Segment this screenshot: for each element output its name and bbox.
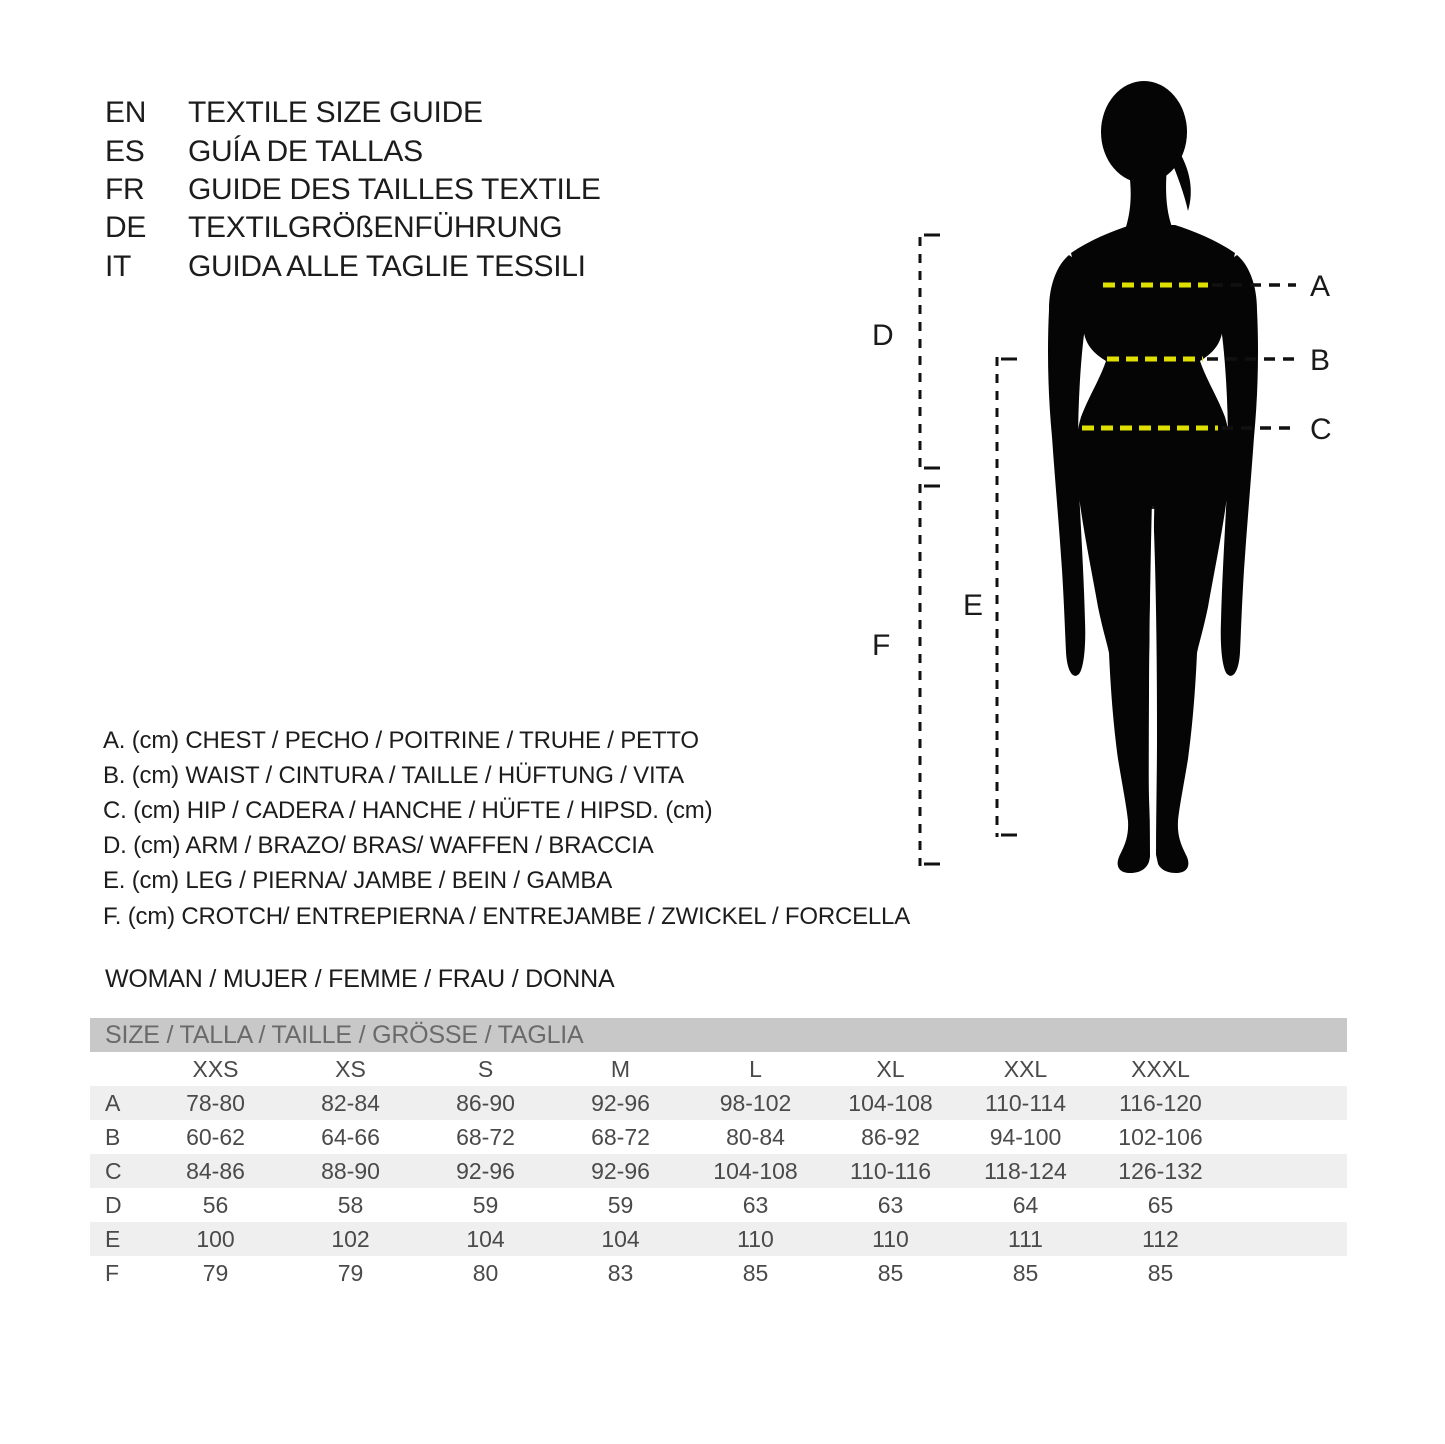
- table-row-hip: [90, 1154, 1347, 1188]
- language-code: EN: [105, 96, 147, 130]
- language-row-fr: [105, 171, 601, 209]
- cell: 85: [877, 1259, 904, 1286]
- cell: 92-96: [591, 1157, 650, 1184]
- guide-title-it: GUIDA ALLE TAGLIE TESSILI: [188, 249, 586, 283]
- size-col-header: L: [749, 1055, 762, 1082]
- corner-cell: [90, 1052, 148, 1086]
- neck-shape: [1126, 167, 1172, 227]
- cell: 80-84: [726, 1123, 785, 1150]
- cell: 80: [472, 1259, 499, 1286]
- row-label: E: [105, 1225, 121, 1252]
- measure-lines-vertical: [920, 235, 1017, 866]
- table-row-leg: [90, 1222, 1347, 1256]
- table-row-arm: [90, 1188, 1347, 1222]
- size-col-header: XXS: [192, 1055, 239, 1082]
- cell: 84-86: [186, 1157, 245, 1184]
- cell: 79: [337, 1259, 364, 1286]
- woman-silhouette: [1048, 81, 1258, 873]
- measure-label-b: B: [1310, 344, 1331, 377]
- cell: 65: [1147, 1191, 1174, 1218]
- legend-chest: A. (cm) CHEST / PECHO / POITRINE / TRUHE / PETTO: [103, 726, 699, 754]
- row-label: A: [105, 1089, 121, 1116]
- row-label: D: [105, 1191, 122, 1218]
- size-header-row: [90, 1052, 1347, 1086]
- cell: 85: [742, 1259, 769, 1286]
- cell: 83: [607, 1259, 634, 1286]
- cell: 68-72: [456, 1123, 515, 1150]
- guide-title-fr: GUIDE DES TAILLES TEXTILE: [188, 172, 601, 206]
- size-table-title-bar: SIZE / TALLA / TAILLE / GRÖSSE / TAGLIA: [90, 1018, 1347, 1052]
- cell: 85: [1147, 1259, 1174, 1286]
- row-label: F: [105, 1259, 120, 1286]
- legend-crotch: F. (cm) CROTCH/ ENTREPIERNA / ENTREJAMBE / ZWICKEL / FORCELLA: [103, 902, 910, 930]
- measure-label-f: F: [872, 629, 891, 662]
- cell: 102-106: [1118, 1123, 1203, 1150]
- cell: 98-102: [719, 1089, 792, 1116]
- guide-title-es: GUÍA DE TALLAS: [188, 134, 423, 168]
- cell: 110-116: [850, 1157, 931, 1184]
- legend-leg: E. (cm) LEG / PIERNA/ JAMBE / BEIN / GAMBA: [103, 867, 613, 895]
- size-table-grid: [90, 1052, 1347, 1290]
- language-code: IT: [105, 249, 132, 283]
- language-row-de: [105, 209, 601, 247]
- language-code: ES: [105, 134, 145, 168]
- filler-cell: [1228, 1120, 1347, 1154]
- cell: 86-90: [456, 1089, 515, 1116]
- table-row-chest: [90, 1086, 1347, 1120]
- cell: 82-84: [321, 1089, 380, 1116]
- filler-cell: [1228, 1154, 1347, 1188]
- cell: 63: [742, 1191, 769, 1218]
- language-title-list: [105, 94, 601, 286]
- measure-label-d: D: [872, 319, 894, 352]
- cell: 110: [737, 1225, 774, 1252]
- cell: 59: [472, 1191, 499, 1218]
- cell: 92-96: [456, 1157, 515, 1184]
- cell: 110-114: [985, 1089, 1066, 1116]
- legend-hip: C. (cm) HIP / CADERA / HANCHE / HÜFTE / HIPSD. (cm): [103, 796, 713, 824]
- row-label: B: [105, 1123, 121, 1150]
- cell: 86-92: [861, 1123, 920, 1150]
- guide-title-de: TEXTILGRÖßENFÜHRUNG: [188, 211, 563, 245]
- language-row-it: [105, 248, 601, 286]
- size-col-header: XS: [335, 1055, 366, 1082]
- language-row-es: [105, 132, 601, 170]
- cell: 64: [1012, 1191, 1039, 1218]
- cell: 116-120: [1119, 1089, 1202, 1116]
- cell: 104-108: [713, 1157, 798, 1184]
- cell: 102: [331, 1225, 370, 1252]
- cell: 111: [1008, 1225, 1043, 1252]
- cell: 104: [601, 1225, 640, 1252]
- cell: 56: [202, 1191, 229, 1218]
- legend-arm: D. (cm) ARM / BRAZO/ BRAS/ WAFFEN / BRACCIA: [103, 832, 654, 860]
- filler-cell: [1228, 1086, 1347, 1120]
- guide-title-en: TEXTILE SIZE GUIDE: [188, 96, 483, 130]
- cell: 94-100: [989, 1123, 1062, 1150]
- cell: 88-90: [321, 1157, 380, 1184]
- cell: 92-96: [591, 1089, 650, 1116]
- filler-cell: [1228, 1188, 1347, 1222]
- filler-cell: [1228, 1256, 1347, 1290]
- measure-label-e: E: [963, 589, 984, 622]
- size-col-header: XXL: [1003, 1055, 1048, 1082]
- measure-label-c: C: [1310, 413, 1332, 446]
- woman-silhouette-diagram: [850, 75, 1360, 900]
- measurement-legend: [103, 723, 910, 934]
- table-row-crotch: [90, 1256, 1347, 1290]
- cell: 79: [202, 1259, 229, 1286]
- gender-heading: WOMAN / MUJER / FEMME / FRAU / DONNA: [105, 965, 615, 993]
- cell: 118-124: [984, 1157, 1067, 1184]
- cell: 85: [1012, 1259, 1039, 1286]
- cell: 64-66: [321, 1123, 380, 1150]
- size-col-header: XXXL: [1131, 1055, 1190, 1082]
- filler-cell: [1228, 1222, 1347, 1256]
- cell: 112: [1142, 1225, 1179, 1252]
- hair-wisp-shape: [1171, 153, 1191, 211]
- size-col-header: S: [477, 1055, 494, 1082]
- language-code: FR: [105, 172, 145, 206]
- cell: 78-80: [186, 1089, 245, 1116]
- size-col-header: M: [610, 1055, 631, 1082]
- size-col-header: XL: [876, 1055, 905, 1082]
- cell: 58: [337, 1191, 364, 1218]
- cell: 110: [872, 1225, 909, 1252]
- cell: 100: [196, 1225, 235, 1252]
- cell: 104: [466, 1225, 505, 1252]
- row-label: C: [105, 1157, 122, 1184]
- filler-cell: [1228, 1052, 1347, 1086]
- cell: 68-72: [591, 1123, 650, 1150]
- size-table: [90, 1018, 1347, 1290]
- cell: 126-132: [1118, 1157, 1203, 1184]
- cell: 59: [607, 1191, 634, 1218]
- cell: 60-62: [186, 1123, 245, 1150]
- language-code: DE: [105, 211, 147, 245]
- cell: 104-108: [848, 1089, 933, 1116]
- cell: 63: [877, 1191, 904, 1218]
- measure-label-a: A: [1310, 270, 1331, 303]
- legend-waist: B. (cm) WAIST / CINTURA / TAILLE / HÜFTUNG / VITA: [103, 761, 684, 789]
- language-row-en: [105, 94, 601, 132]
- table-row-waist: [90, 1120, 1347, 1154]
